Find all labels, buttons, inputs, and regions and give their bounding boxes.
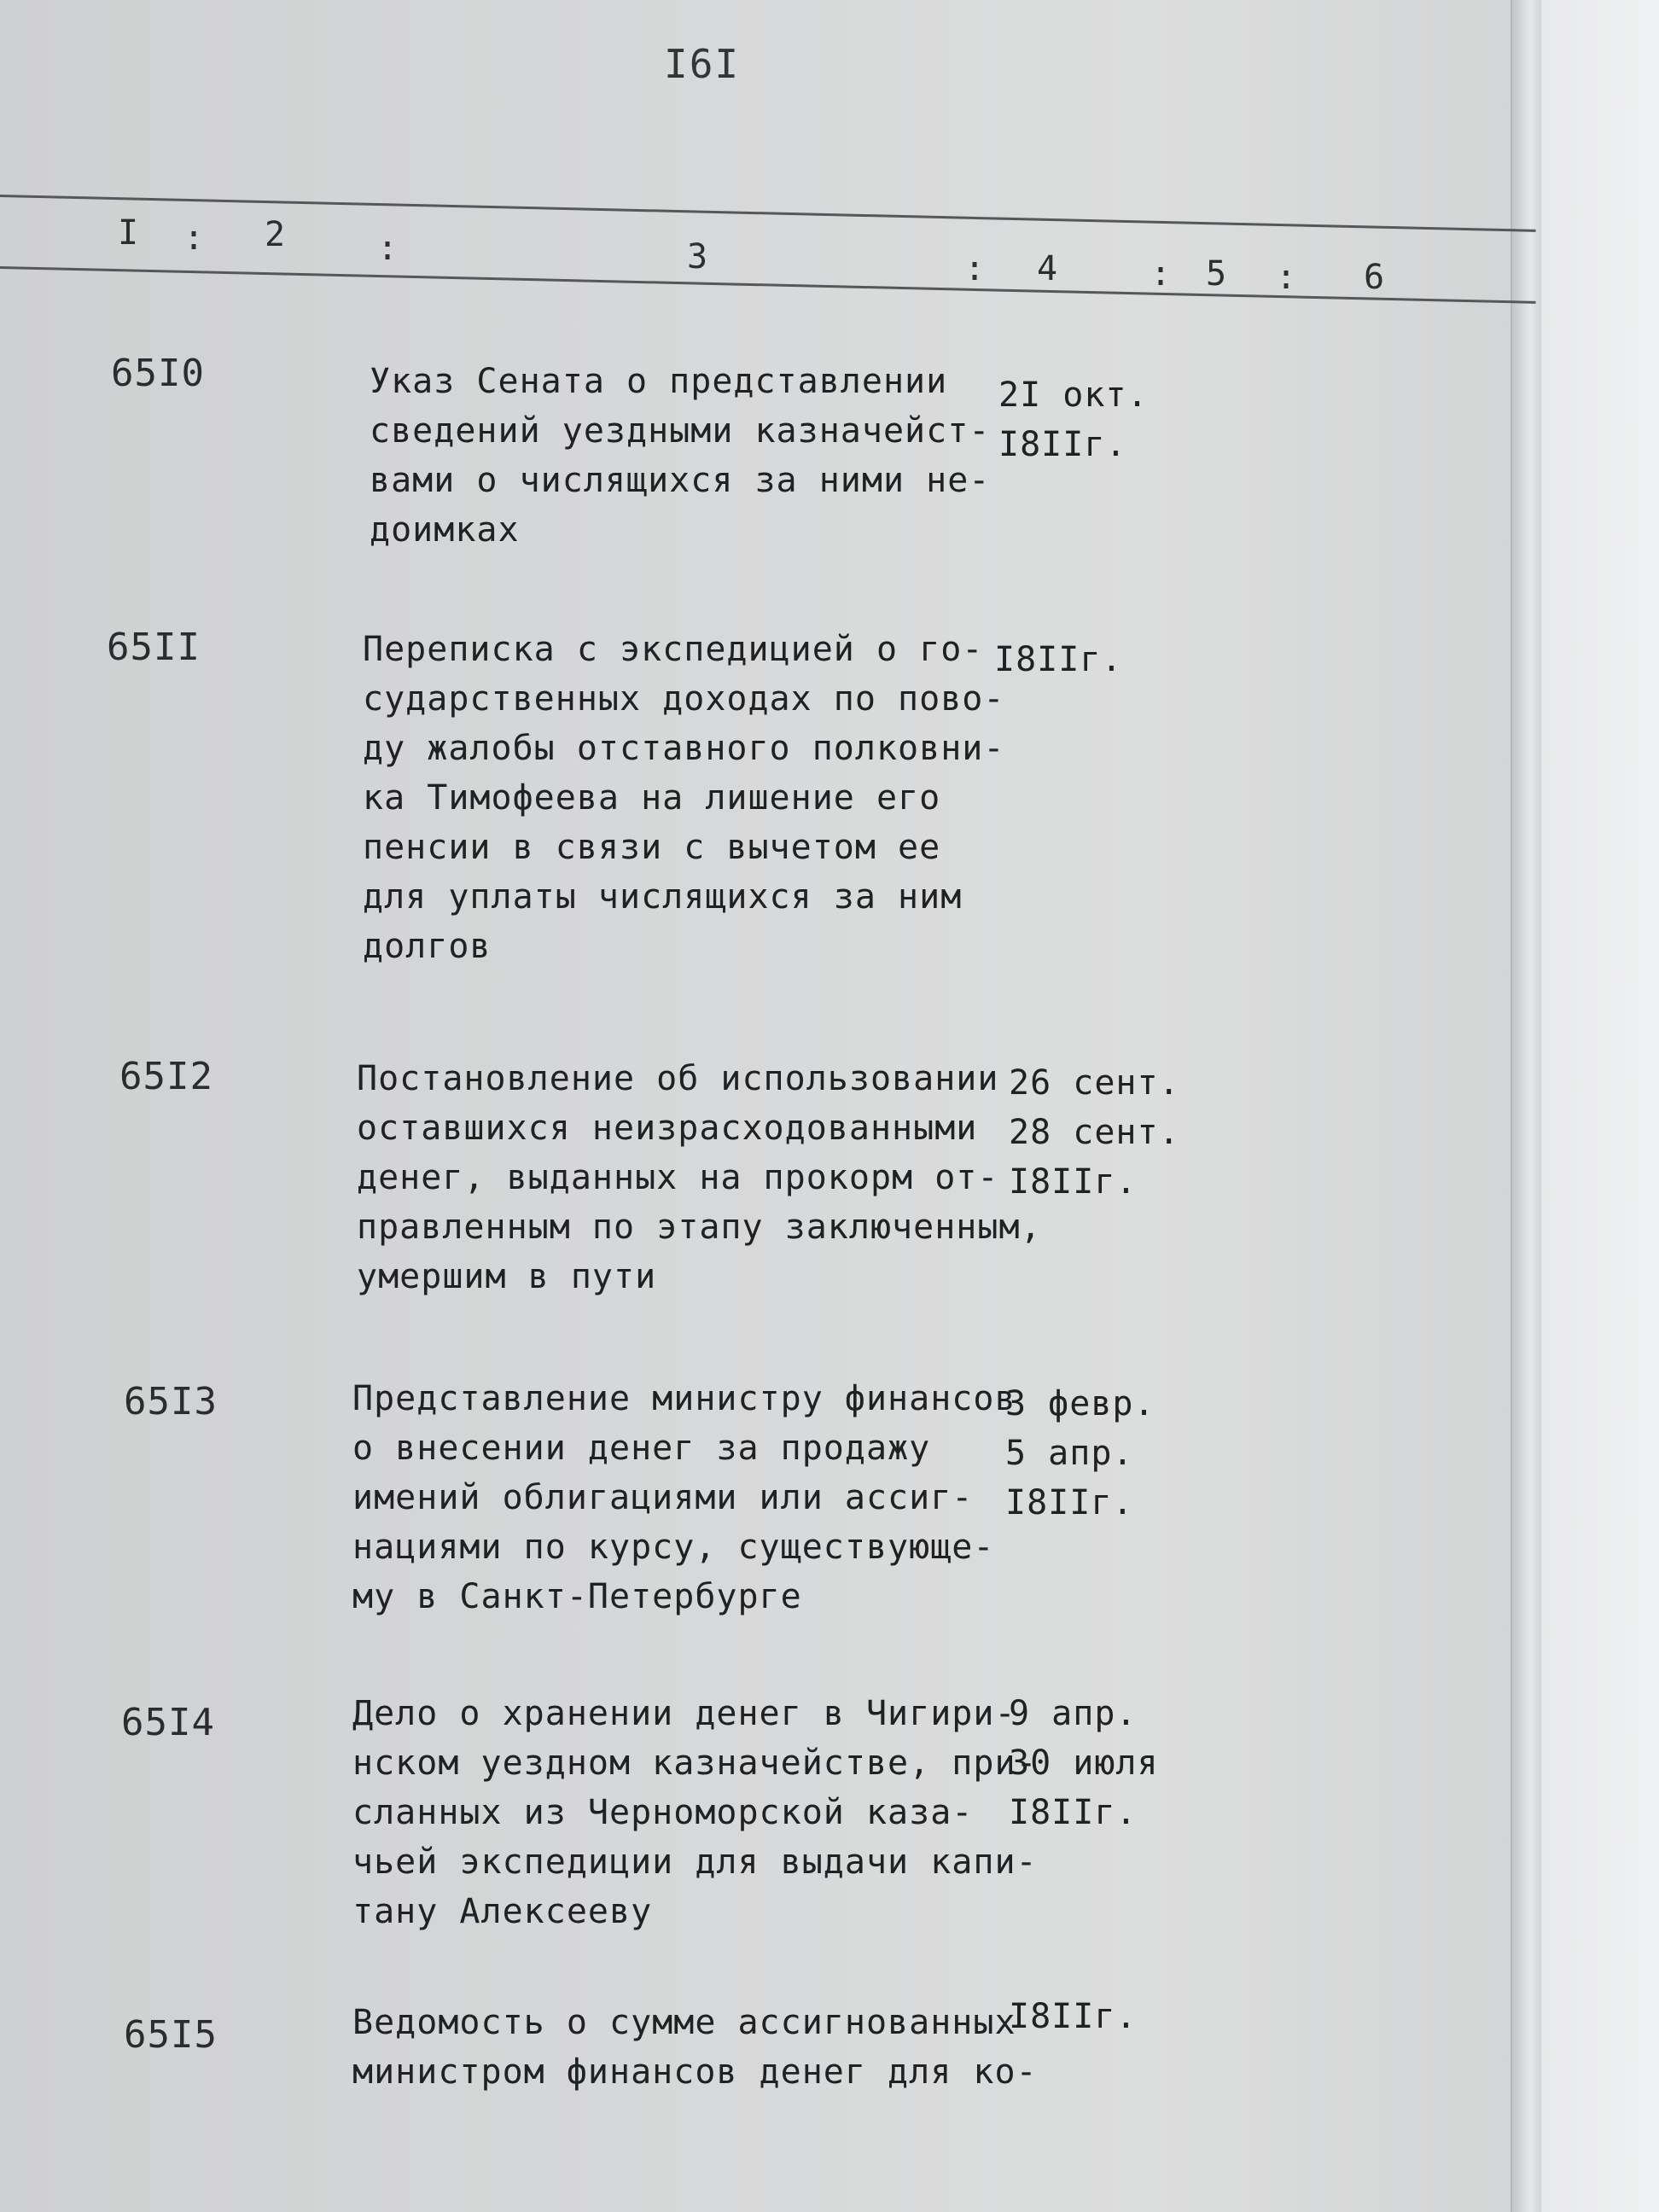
column-separator: :	[1276, 258, 1297, 297]
entry-description-line: имений облигациями или ассиг-	[352, 1478, 974, 1517]
entry-description-line: Указ Сената о представлении	[370, 362, 948, 401]
column-separator: :	[964, 249, 986, 288]
entry-date-line: 2I окт.	[998, 375, 1149, 415]
column-header-6: 6	[1364, 258, 1385, 297]
entry-date-line: I8IIг.	[1005, 1483, 1134, 1522]
entry-date-line: 30 июля	[1009, 1743, 1159, 1783]
entry-description-line: Постановление об использовании	[357, 1059, 999, 1098]
entry-number: 65II	[107, 626, 201, 669]
entry-description-line: сударственных доходах по пово-	[363, 679, 1005, 719]
entry-date-line: I8IIг.	[1009, 1793, 1138, 1832]
entry-number: 65I0	[111, 352, 205, 395]
entry-date-line: I8IIг.	[998, 425, 1127, 464]
entry-date-line: 9 апр.	[1009, 1694, 1138, 1733]
entry-description-line: о внесении денег за продажу	[352, 1429, 931, 1468]
page-edge	[1511, 0, 1543, 2212]
entry-description-line: сланных из Черноморской каза-	[352, 1793, 974, 1832]
column-separator: :	[1150, 254, 1172, 294]
entry-description-line: для уплаты числящихся за ним	[363, 877, 963, 917]
entry-description-line: оставшихся неизрасходованными	[357, 1109, 978, 1148]
entry-description-line: Переписка с экспедицией о го-	[363, 630, 984, 669]
entry-description-line: ка Тимофеева на лишение его	[363, 778, 941, 818]
column-separator: :	[377, 229, 399, 268]
entry-description-line: Представление министру финансов	[352, 1379, 1016, 1418]
entry-description-line: пенсии в связи с вычетом ее	[363, 828, 941, 867]
entry-description-line: тану Алексееву	[352, 1892, 653, 1931]
entry-date-line: 26 сент.	[1009, 1063, 1180, 1103]
entry-description-line: доимках	[370, 510, 520, 550]
column-header-I: I	[118, 213, 139, 253]
entry-description-line: му в Санкт-Петербурге	[352, 1577, 802, 1616]
entry-description-line: ду жалобы отставного полковни-	[363, 729, 1005, 768]
entry-date-line: 28 сент.	[1009, 1113, 1180, 1152]
entry-number: 65I4	[121, 1701, 215, 1744]
column-header-2: 2	[265, 215, 286, 254]
column-header-5: 5	[1206, 254, 1227, 294]
entry-date-line: 5 апр.	[1005, 1434, 1134, 1473]
entry-description-line: Дело о хранении денег в Чигири-	[352, 1694, 1016, 1733]
page-number: I6I	[664, 41, 741, 87]
entry-description-line: сведений уездными казначейст-	[370, 411, 991, 451]
entry-date-line: I8IIг.	[994, 640, 1123, 679]
entry-description-line: вами о числящихся за ними не-	[370, 461, 991, 500]
entry-description-line: чьей экспедиции для выдачи капи-	[352, 1842, 1038, 1882]
entry-description-line: денег, выданных на прокорм от-	[357, 1158, 999, 1197]
column-header-3: 3	[687, 237, 708, 276]
entry-description-line: министром финансов денег для ко-	[352, 2052, 1038, 2092]
entry-description-line: нациями по курсу, существующе-	[352, 1528, 995, 1567]
entry-number: 65I5	[124, 2013, 218, 2057]
backdrop	[1541, 0, 1659, 2212]
entry-date-line: I8IIг.	[1009, 1997, 1138, 2036]
entry-number: 65I3	[124, 1380, 218, 1423]
entry-date-line: I8IIг.	[1009, 1162, 1138, 1202]
entry-description-line: Ведомость о сумме ассигнованных	[352, 2003, 1016, 2042]
entry-description-line: нском уездном казначействе, при-	[352, 1743, 1038, 1783]
entry-description-line: долгов	[363, 927, 492, 966]
entry-description-line: правленным по этапу заключенным,	[357, 1208, 1042, 1247]
entry-description-line: умершим в пути	[357, 1257, 657, 1296]
column-separator: :	[183, 218, 205, 258]
entry-date-line: 3 февр.	[1005, 1384, 1155, 1423]
column-header-4: 4	[1037, 249, 1058, 288]
entry-number: 65I2	[119, 1055, 213, 1098]
